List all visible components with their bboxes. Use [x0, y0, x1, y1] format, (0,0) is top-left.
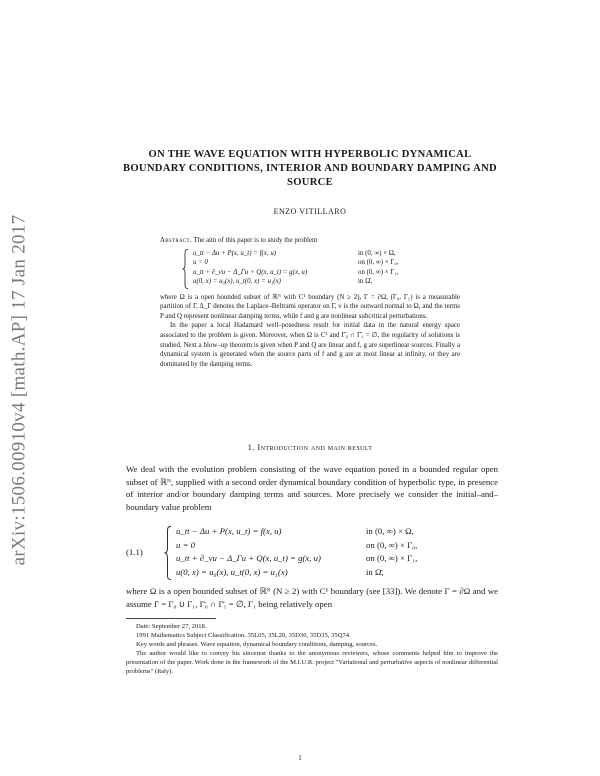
section-heading: 1. Introduction and main result: [247, 442, 373, 452]
equation-row: [193, 277, 460, 287]
equation-row: [176, 526, 500, 540]
equation-expression: u = 0: [193, 259, 208, 267]
equation-row: [176, 567, 500, 581]
footnotes: [126, 618, 498, 676]
equation-domain: on (0, ∞) × Γ₀,: [358, 259, 399, 267]
equation-expression: u = 0: [176, 539, 196, 550]
equation-domain: in (0, ∞) × Ω,: [358, 249, 396, 257]
equation-expression: u_tt − Δu + P(x, u_t) = f(x, u): [193, 249, 277, 257]
intro-text: We deal with the evolution problem consisting of the wave equation posed in a bounded regular open subset of ℝᴺ, supplied with a second order dynamical boundary condition of hyperbolic type, in presence of interior and/or boundary damping terms and sources. More precisely we consider the initial–and–boundary value problem: [126, 464, 498, 512]
abstract-intro: The aim of this paper is to study the problem: [193, 237, 318, 244]
footnote-msc: 1991 Mathematics Subject Classification. 35L05, 35L20, 35D30, 35D35, 35Q74.: [136, 632, 351, 639]
after-equation-paragraph: [126, 585, 498, 610]
equation-domain: on (0, ∞) × Γ₁,: [366, 553, 418, 563]
abstract-paragraph-1: where Ω is a open bounded subset of ℝᴺ with C¹ boundary (N ≥ 2), Γ = ∂Ω, (Γ₀, Γ₁) is a measurable partition of Γ, Δ_Γ denotes the Laplace–Beltrami operator on Γ, ν is the outward normal to Ω, and the terms P and Q represent nonlinear damping terms, while f and g are nonlinear subcritical perturbations.: [160, 293, 460, 320]
footnote-date: Date: September 27, 2018.: [136, 623, 207, 630]
page-number: 1: [298, 754, 302, 762]
main-equation-system: [164, 526, 500, 580]
left-brace-icon: [182, 249, 189, 289]
equation-label: (1.1): [126, 547, 143, 557]
equation-expression: u_tt + ∂_νu − Δ_Γu + Q(x, u_t) = g(x, u): [176, 553, 321, 563]
after-text: where Ω is a open bounded subset of ℝᴺ (N ≥ 2) with C¹ boundary (see [33]). We denote Γ = ∂Ω and we assume Γ = Γ₀ ∪ Γ₁, Γ̄₀ ∩ Γ̄₁ = ∅, Γ₁ being relatively open: [126, 586, 498, 609]
footnote-thanks: The author would like to convey his sincerest thanks to the anonymous reviewers, whose comments helped him to improve the presentation of the paper. Work done in the framework of the M.I.U.R. project "Variational and perturbative aspects of nonlinear differential problems" (Italy).: [126, 650, 498, 675]
paper-author: ENZO VITILLARO: [273, 207, 347, 216]
equation-expression: u_tt + ∂_νu − Δ_Γu + Q(x, u_t) = g(x, u): [193, 268, 308, 276]
equation-domain: on (0, ∞) × Γ₁,: [358, 268, 399, 276]
equation-row: [176, 553, 500, 567]
equation-expression: u(0, x) = u₀(x), u_t(0, x) = u₁(x): [176, 566, 288, 577]
arxiv-id: arXiv:1506.00910v4 [math.AP] 17 Jan 2017: [8, 214, 29, 566]
intro-paragraph: [126, 463, 498, 513]
equation-domain: in Ω̄,: [366, 566, 384, 577]
equation-row: [193, 249, 460, 259]
equation-row: [193, 258, 460, 268]
equation-expression: u(0, x) = u₀(x), u_t(0, x) = u₁(x): [193, 278, 281, 286]
equation-domain: in (0, ∞) × Ω,: [366, 526, 414, 536]
arxiv-watermark: [4, 200, 34, 580]
paper-title: ON THE WAVE EQUATION WITH HYPERBOLIC DYNAMICAL BOUNDARY CONDITIONS, INTERIOR AND BOUNDARY DAMPING AND SOURCE: [123, 149, 497, 188]
equation-expression: u_tt − Δu + P(x, u_t) = f(x, u): [176, 526, 282, 536]
equation-domain: on (0, ∞) × Γ₀,: [366, 539, 418, 550]
abstract-paragraph-2: In the paper a local Hadamard well–posedness result for initial data in the natural energy space associated to the problem is given. Moreover, when Ω is C² and Γ̄₀ ∩ Γ̄₁ = ∅, the regularity of solutions is studied. Next a blow–up theorem is given when P and Q are linear and f, g are superlinear sources. Finally a dynamical system is generated when the source parts of f and g are at most linear at infinity, or they are dominated by the damping terms.: [160, 322, 460, 368]
equation-row: [193, 268, 460, 278]
equation-row: [176, 540, 500, 554]
left-brace-icon: [164, 526, 172, 580]
abstract: [160, 236, 460, 369]
equation-domain: in Ω̄,: [358, 278, 372, 286]
abstract-heading: Abstract.: [160, 237, 192, 244]
footnote-rule: [126, 618, 216, 619]
footnote-keywords: Key words and phrases. Wave equation, dynamical boundary conditions, damping, sources.: [136, 641, 378, 648]
abstract-equation-system: [182, 249, 460, 289]
